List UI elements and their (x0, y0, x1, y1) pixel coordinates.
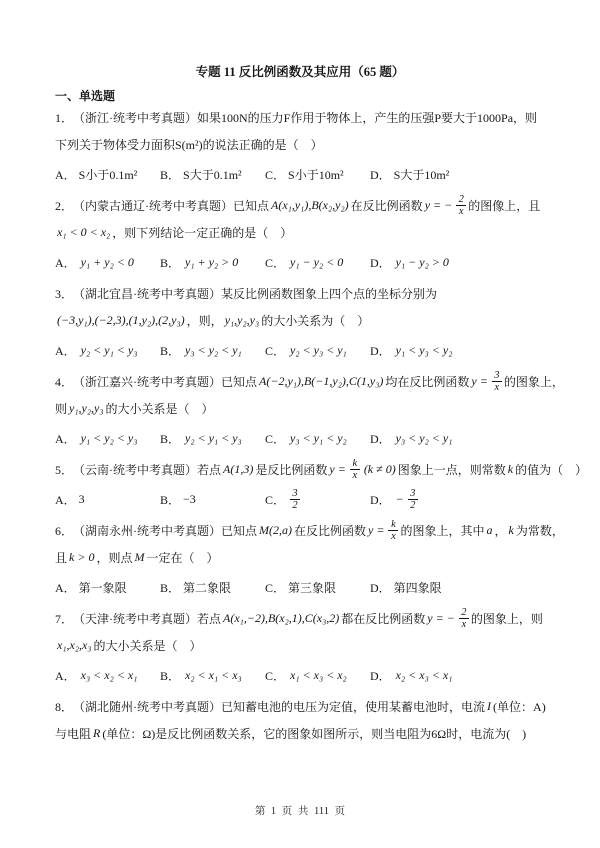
math-run: y = − (424, 197, 453, 212)
math-run: − (395, 492, 404, 506)
option-label: A． (55, 432, 76, 446)
option-label: C． (265, 432, 286, 446)
math-run: x₁ < x₃ < x₂ (290, 668, 347, 682)
fraction-denominator: 2 (292, 500, 298, 511)
question-source: （湖南永州·统考中考真题） (73, 523, 222, 538)
question-line (55, 456, 588, 483)
page-title: 专题 11 反比例函数及其应用（65 题） (195, 65, 405, 79)
math-run: y₃ < y₁ < y₂ (290, 431, 347, 445)
option-b (160, 430, 265, 447)
option-label: C． (265, 669, 286, 683)
question-number: 4． (55, 374, 74, 389)
text-run: 若点 (197, 462, 222, 477)
text-run: S大于0.1m² (183, 168, 242, 182)
text-run: (单位：A) (493, 699, 546, 714)
question-number: 3． (55, 286, 74, 301)
text-run: 则 (55, 401, 68, 416)
question-3 (55, 280, 575, 365)
question-8 (55, 693, 575, 747)
question-source: （云南·统考中考真题） (73, 462, 198, 477)
option-a (55, 667, 160, 684)
math-run: y₁ + y₂ < 0 (80, 255, 134, 269)
option-label: B． (160, 168, 181, 182)
math-run: y₁ + y₂ > 0 (185, 255, 239, 269)
fraction (492, 370, 502, 393)
option-label: B． (160, 344, 181, 358)
text-run: S小于0.1m² (78, 168, 138, 182)
option-d (370, 254, 475, 271)
option-label: C． (265, 344, 286, 358)
math-run: y₁ < y₂ < y₃ (80, 431, 138, 445)
question-line (55, 131, 575, 158)
math-run: y = − (427, 610, 455, 625)
text-run: 与电阻 (55, 726, 92, 741)
text-run: 都在反比例函数 (341, 611, 426, 626)
option-c (265, 579, 370, 596)
question-source: （湖北宜昌·统考中考真题） (73, 286, 222, 301)
question-line (55, 307, 575, 334)
text-run: 第一象限 (78, 581, 127, 595)
option-label: B． (160, 432, 181, 446)
option-label: C． (265, 256, 286, 270)
math-run: A(x₁,−2),B(x₂,1),C(x₃,2) (223, 610, 340, 625)
text-run: S小于10m² (288, 168, 344, 182)
text-run: 下列关于物体受力面积S(m²)的说法正确的是（ ） (55, 137, 323, 152)
fraction-denominator: x (494, 381, 500, 393)
text-run: 的图象上， (503, 374, 564, 389)
text-run: 3 (78, 492, 85, 506)
math-run: (k ≠ 0) (363, 461, 396, 476)
math-run: x₂ < x₃ < x₁ (395, 668, 453, 682)
option-label: A． (55, 168, 76, 182)
math-run: y₂ < y₃ < y₁ (290, 343, 347, 357)
option-b (160, 491, 265, 508)
fraction-denominator: x (352, 469, 358, 481)
option-a (55, 491, 160, 508)
math-run: R (93, 725, 101, 740)
text-run: 第四象限 (393, 581, 442, 595)
option-label: D． (370, 256, 391, 270)
question-line (55, 720, 575, 747)
question-number: 2． (55, 198, 74, 213)
text-run: 的大小关系为（ ） (261, 313, 370, 328)
question-5 (55, 456, 588, 514)
math-run: x₁,x₂,x₃ (57, 637, 92, 652)
fraction (350, 458, 360, 481)
option-label: B． (160, 493, 181, 507)
text-run: −3 (183, 492, 196, 506)
fraction-denominator: x (458, 205, 464, 217)
text-run: 为常数， (515, 523, 564, 538)
fraction-numerator: k (350, 458, 360, 470)
options-row (55, 337, 575, 364)
text-run: ，则， (186, 313, 223, 328)
text-run: 已知点 (221, 374, 258, 389)
option-label: C． (265, 493, 286, 507)
question-source: （天津·统考中考真题） (73, 611, 198, 626)
fraction-denominator: x (391, 530, 396, 542)
math-run: x₂ < x₁ < x₃ (185, 668, 242, 682)
option-b (160, 254, 265, 271)
fraction (290, 488, 300, 511)
option-label: D． (370, 344, 391, 358)
math-run: y₃ < y₂ < y₁ (395, 431, 453, 445)
option-d (370, 430, 475, 447)
math-run: y₃ < y₂ < y₁ (185, 343, 242, 357)
question-6 (55, 517, 575, 602)
text-run: 已知点 (233, 198, 270, 213)
text-run: 第二象限 (183, 581, 232, 595)
options-row (55, 425, 575, 452)
math-run: y₁,y₂,y₃ (224, 312, 260, 327)
option-c (265, 667, 370, 684)
options-row (55, 662, 575, 689)
text-run: 均在反比例函数 (385, 374, 470, 389)
option-label: B． (160, 581, 181, 595)
question-source: （内蒙古通辽·统考中考真题） (73, 198, 234, 213)
question-1 (55, 104, 575, 189)
text-run: 在反比例函数 (350, 198, 423, 213)
math-run: y₁,y₂,y₃ (69, 400, 104, 415)
fraction-numerator: 2 (459, 607, 469, 619)
math-run: y₂ < y₁ < y₃ (185, 431, 242, 445)
option-label: D． (370, 168, 391, 182)
question-2 (55, 192, 575, 277)
text-run: 的图象上，其中 (400, 523, 485, 538)
question-number: 7． (55, 611, 74, 626)
text-run: 的图象上，则 (470, 611, 543, 626)
math-run: y = (329, 461, 346, 476)
question-number: 1． (55, 110, 74, 125)
option-a (55, 166, 160, 183)
option-label: B． (160, 256, 181, 270)
option-d (370, 667, 475, 684)
option-c (265, 430, 370, 447)
text-run: 是反比例函数 (255, 462, 328, 477)
fraction-denominator: 2 (410, 500, 416, 511)
math-run: a (486, 522, 493, 537)
option-a (55, 254, 160, 271)
options-row (55, 249, 575, 276)
math-run: y₁ < y₃ < y₂ (395, 343, 453, 357)
text-run: 且 (55, 550, 68, 565)
math-run: A(−2,y₁),B(−1,y₂),C(1,y₃) (259, 373, 384, 388)
options-row (55, 574, 575, 601)
fraction (456, 194, 466, 217)
option-label: C． (265, 581, 286, 595)
math-run: y₁ − y₂ < 0 (290, 255, 344, 269)
option-b (160, 342, 265, 359)
text-run: 的图像上，且 (468, 198, 541, 213)
option-d (370, 488, 475, 511)
fraction (388, 519, 398, 542)
question-line (55, 280, 575, 307)
option-c (265, 342, 370, 359)
question-source: （浙江嘉兴·统考中考真题） (73, 374, 222, 389)
question-4 (55, 368, 575, 453)
option-label: C． (265, 168, 286, 182)
question-number: 6． (55, 523, 74, 538)
question-line (55, 632, 575, 659)
math-run: x₃ < x₂ < x₁ (80, 668, 138, 682)
option-label: D． (370, 493, 391, 507)
question-line (55, 517, 575, 544)
fraction-numerator: 3 (492, 370, 502, 382)
option-d (370, 166, 475, 183)
option-d (370, 579, 475, 596)
question-source: （浙江·统考中考真题） (73, 110, 198, 125)
text-run: 的大小关系是（ ） (105, 401, 214, 416)
math-run: A(1,3) (223, 461, 254, 476)
text-run: 已知点 (221, 523, 258, 538)
question-line (55, 368, 575, 395)
math-run: I (487, 698, 492, 713)
question-line (55, 395, 575, 422)
option-a (55, 342, 160, 359)
text-run: 某反比例函数图象上四个点的坐标分别为 (221, 286, 438, 301)
option-c (265, 166, 370, 183)
option-label: A． (55, 669, 76, 683)
math-run: y = (368, 522, 385, 537)
question-line (55, 544, 575, 571)
math-run: A(x₁,y₁),B(x₂,y₂) (271, 197, 349, 212)
options-row (55, 161, 575, 188)
option-d (370, 342, 475, 359)
option-label: A． (55, 493, 76, 507)
text-run: 第三象限 (288, 581, 337, 595)
text-run: 的大小关系是（ ） (93, 638, 202, 653)
question-number: 5． (55, 462, 74, 477)
option-label: A． (55, 344, 76, 358)
option-c (265, 254, 370, 271)
math-run: M (134, 549, 145, 564)
math-run: k (507, 461, 514, 476)
page-footer: 第 1 页 共 111 页 (254, 806, 346, 817)
text-run: 若点 (197, 611, 222, 626)
fraction-numerator: 3 (408, 488, 418, 500)
option-label: A． (55, 581, 76, 595)
text-run: 在反比例函数 (294, 523, 367, 538)
math-run: y₁ − y₂ > 0 (395, 255, 449, 269)
math-run: y = (471, 373, 488, 388)
fraction-denominator: x (461, 618, 467, 630)
text-run: (单位：Ω)是反比例函数关系，它的图象如图所示，则当电阻为6Ω时，电流为( ) (102, 726, 527, 741)
math-run: x₁ < 0 < x₂ (57, 224, 111, 239)
math-run: k > 0 (69, 549, 95, 564)
option-a (55, 579, 160, 596)
question-7 (55, 605, 575, 690)
question-list (55, 104, 588, 747)
question-line (55, 693, 575, 720)
text-run: 已知蓄电池的电压为定值，使用某蓄电池时，电流 (221, 699, 486, 714)
option-label: D． (370, 581, 391, 595)
options-row (55, 486, 575, 513)
text-run: 如果100N的压力F作用于物体上，产生的压强P要大于1000Pa，则 (197, 110, 538, 125)
question-line (55, 605, 575, 632)
fraction (408, 488, 418, 511)
question-line (55, 219, 575, 246)
fraction-numerator: 3 (290, 488, 300, 500)
math-run: M(2,a) (259, 522, 293, 537)
text-run: ，则下列结论一定正确的是（ ） (112, 225, 293, 240)
option-b (160, 667, 265, 684)
fraction-numerator: k (388, 519, 398, 531)
math-run: y₂ < y₁ < y₃ (80, 343, 138, 357)
text-run: ， (494, 523, 507, 538)
fraction-numerator: 2 (456, 194, 466, 206)
math-run: k (508, 522, 514, 537)
math-run: (−3,y₁),(−2,3),(1,y₂),(2,y₃) (57, 312, 185, 327)
question-line (55, 192, 575, 219)
question-line (55, 104, 575, 131)
option-c (265, 488, 370, 511)
section-heading: 一、单选题 (55, 89, 116, 103)
fraction (459, 607, 469, 630)
text-run: 图象上一点，则常数 (397, 462, 506, 477)
option-b (160, 579, 265, 596)
text-run: 的值为（ ） (515, 462, 588, 477)
text-run: 一定在（ ） (146, 550, 219, 565)
text-run: ，则点 (96, 550, 133, 565)
option-label: D． (370, 669, 391, 683)
option-label: A． (55, 256, 76, 270)
text-run: S大于10m² (393, 168, 450, 182)
option-b (160, 166, 265, 183)
question-number: 8． (55, 699, 74, 714)
question-source: （湖北随州·统考中考真题） (73, 699, 222, 714)
option-label: B． (160, 669, 181, 683)
option-a (55, 430, 160, 447)
option-label: D． (370, 432, 391, 446)
